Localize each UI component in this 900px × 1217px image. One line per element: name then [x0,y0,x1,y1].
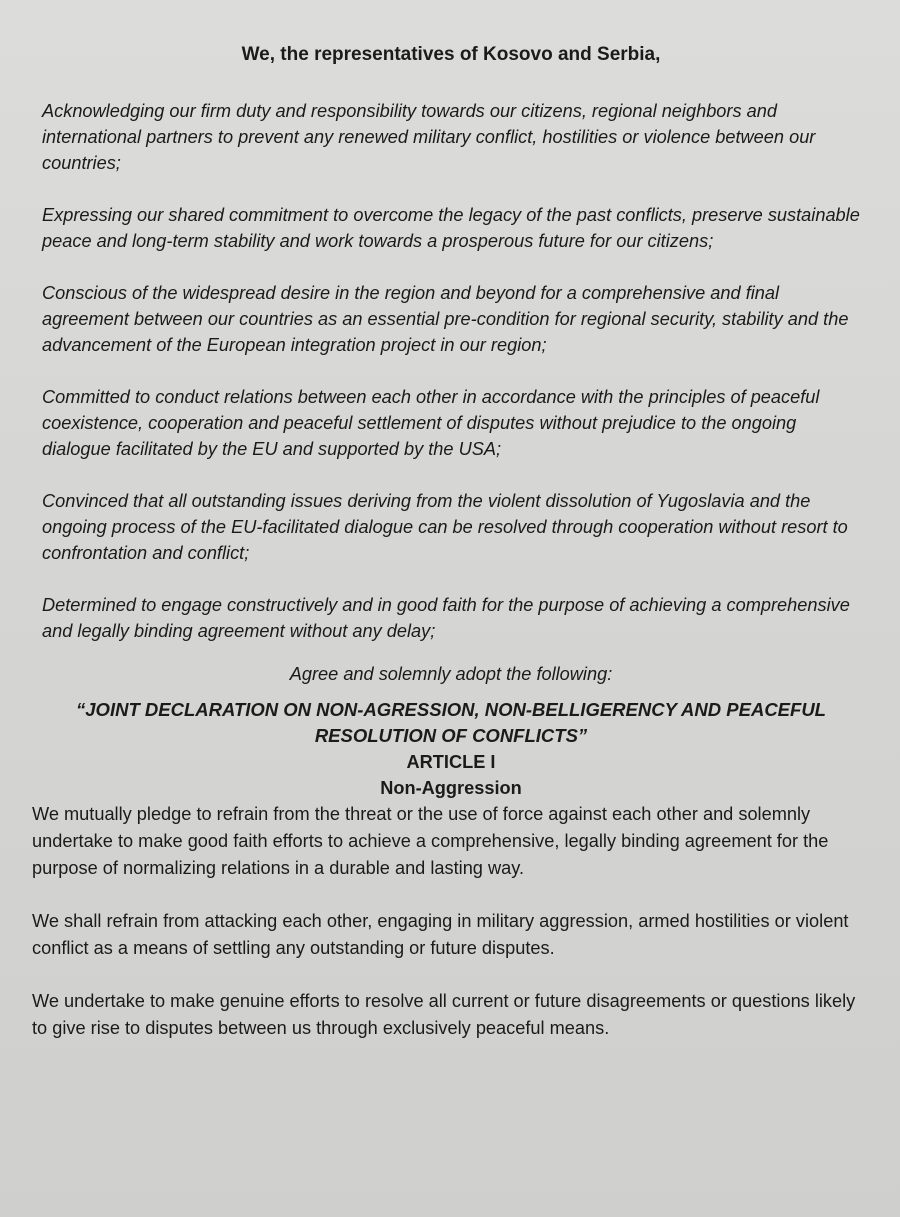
preamble-paragraph-1: Acknowledging our firm duty and responsibility towards our citizens, regional neighbors and international partners to prevent any renewed military conflict, hostilities or violence between our countries; [42,101,816,173]
preamble-paragraph-5: Convinced that all outstanding issues deriving from the violent dissolution of Yugoslavia and the ongoing process of the EU-facilitated dialogue can be resolved through cooperation without resort to confrontation and conflict; [42,491,848,563]
article-paragraph-1: We mutually pledge to refrain from the threat or the use of force against each other and solemnly undertake to make good faith efforts to achieve a comprehensive, legally binding agreement for the purpose of normalizing relations in a durable and lasting way. [32,804,829,878]
preamble-paragraph-3: Conscious of the widespread desire in the region and beyond for a comprehensive and final agreement between our countries as an essential pre-condition for regional security, stability and the advancement of the European integration project in our region; [42,283,849,355]
article-number: ARTICLE I [406,752,496,772]
document-heading: We, the representatives of Kosovo and Serbia, [241,44,661,65]
article-paragraph-2: We shall refrain from attacking each other, engaging in military aggression, armed hostilities or violent conflict as a means of settling any outstanding or future disputes. [32,911,849,958]
agree-line: Agree and solemnly adopt the following: [289,664,613,684]
article-title: Non-Aggression [380,778,522,798]
declaration-title: “JOINT DECLARATION ON NON-AGRESSION, NON-BELLIGERENCY AND PEACEFUL RESOLUTION OF CONFLICTS” [76,699,826,746]
preamble-paragraph-2: Expressing our shared commitment to overcome the legacy of the past conflicts, preserve sustainable peace and long-term stability and work towards a prosperous future for our citizens; [42,205,860,251]
preamble [32,98,870,644]
article-paragraph-3: We undertake to make genuine efforts to resolve all current or future disagreements or questions likely to give rise to disputes between us through exclusively peaceful means. [32,991,856,1038]
preamble-paragraph-4: Committed to conduct relations between each other in accordance with the principles of peaceful coexistence, cooperation and peaceful settlement of disputes without prejudice to the ongoing dialogue facilitated by the EU and supported by the USA; [42,387,820,459]
preamble-paragraph-6: Determined to engage constructively and in good faith for the purpose of achieving a comprehensive and legally binding agreement without any delay; [42,595,850,641]
article-body [32,801,870,1042]
